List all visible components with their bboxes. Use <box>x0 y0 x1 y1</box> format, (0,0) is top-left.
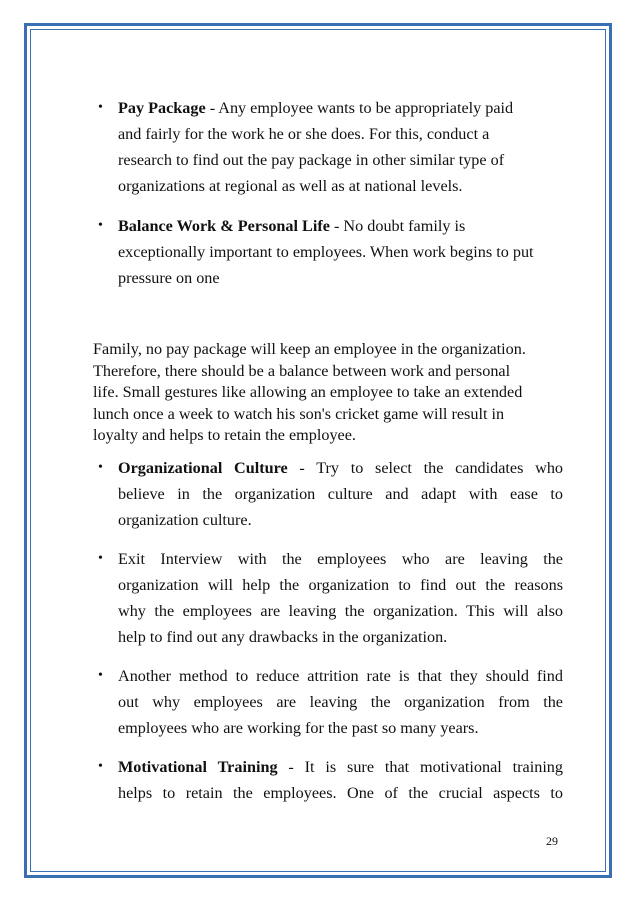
bullet-another-method <box>95 663 563 741</box>
bullet-line: exceptionally important to employees. When work begins to put <box>118 243 534 261</box>
bullet-line: Exit Interview with the employees who are leaving the <box>118 550 563 568</box>
bullet-line: and fairly for the work he or she does. For this, conduct a <box>118 125 490 143</box>
paragraph-line: Family, no pay package will keep an employee in the organization. <box>93 340 526 358</box>
bullet-line: helps to retain the employees. One of the crucial aspects to <box>118 784 563 802</box>
bullet-icon: • <box>98 218 103 233</box>
bullet-line: Another method to reduce attrition rate is that they should find <box>118 667 563 685</box>
bullet-line: research to find out the pay package in other similar type of <box>118 151 505 169</box>
bullet-line: help to find out any drawbacks in the organization. <box>118 628 448 646</box>
bullet-pay-package <box>95 95 563 199</box>
bullet-line: Balance Work & Personal Life - No doubt family is <box>118 217 466 235</box>
bullet-icon: • <box>98 668 103 683</box>
bullet-icon: • <box>98 759 103 774</box>
bullet-icon: • <box>98 551 103 566</box>
bullet-heading: Organizational Culture <box>118 459 288 477</box>
paragraph-line: loyalty and helps to retain the employee. <box>93 426 356 444</box>
bullet-motivational-training <box>95 754 563 806</box>
paragraph-line: lunch once a week to watch his son's cricket game will result in <box>93 404 505 423</box>
bullet-line: out why employees are leaving the organization from the <box>118 693 563 711</box>
bullet-heading: Motivational Training <box>118 758 278 776</box>
bullet-line: organizations at regional as well as at national levels. <box>118 177 463 195</box>
bullet-line: why the employees are leaving the organization. This will also <box>118 602 563 620</box>
bullet-line: Organizational Culture - Try to select the candidates who <box>118 459 564 477</box>
bullet-balance-work <box>95 213 563 291</box>
bullet-icon: • <box>98 100 103 115</box>
bullet-line: organization culture. <box>118 511 252 529</box>
bullet-line: organization will help the organization to find out the reasons <box>118 576 563 594</box>
bullet-line: believe in the organization culture and adapt with ease to <box>118 485 563 503</box>
bullet-line: Pay Package - Any employee wants to be appropriately paid <box>118 99 514 117</box>
bullet-line: employees who are working for the past so many years. <box>118 719 479 737</box>
bullet-exit-interview <box>95 546 563 650</box>
bullet-heading: Pay Package <box>118 99 206 117</box>
bullet-line: pressure on one <box>118 269 220 287</box>
paragraph-family <box>93 339 563 447</box>
bullet-heading: Balance Work & Personal Life <box>118 217 330 235</box>
paragraph-line: life. Small gestures like allowing an employee to take an extended <box>93 383 523 401</box>
bullet-organizational-culture <box>95 455 563 533</box>
page-number: 29 <box>546 834 558 848</box>
bullet-line: Motivational Training - It is sure that motivational training <box>118 758 563 776</box>
bullet-icon: • <box>98 460 103 475</box>
paragraph-line: Therefore, there should be a balance between work and personal <box>93 361 511 380</box>
